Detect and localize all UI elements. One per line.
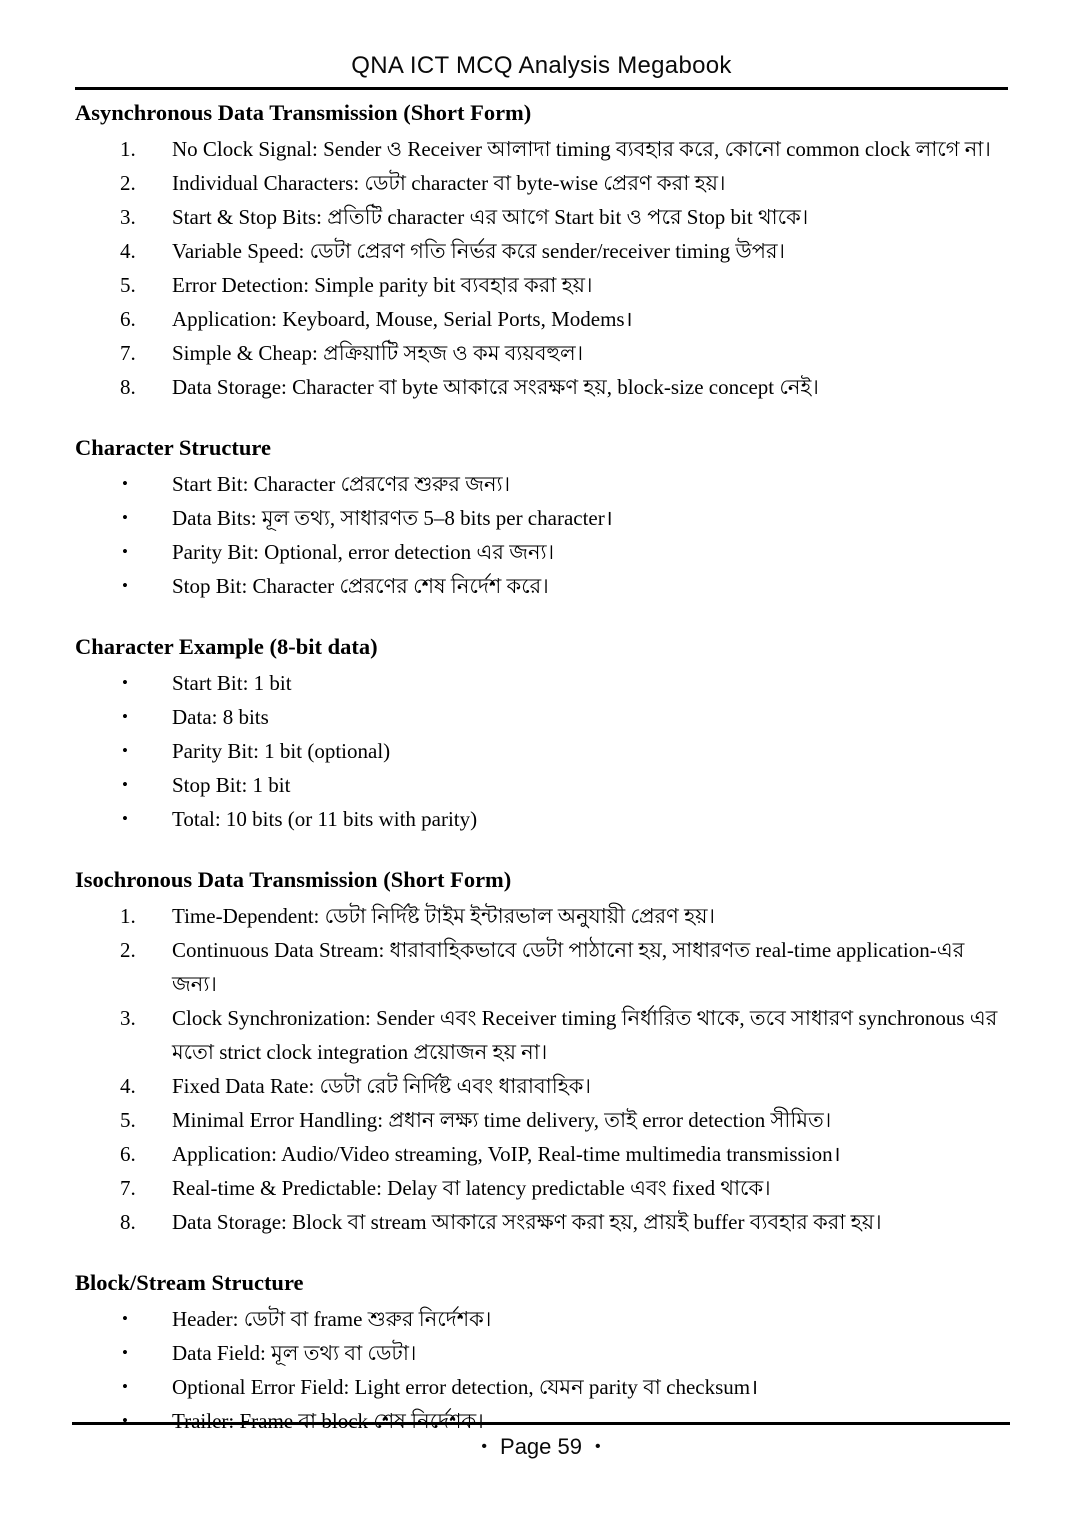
list-item-text: Minimal Error Handling: প্রধান লক্ষ্য time delivery, তাই error detection সীমিত। — [172, 1108, 832, 1132]
list-marker: 4. — [120, 239, 136, 263]
ordered-list — [75, 899, 1008, 1239]
list-item — [75, 1103, 1008, 1137]
bullet-marker: • — [122, 508, 128, 527]
list-item-text: Individual Characters: ডেটা character বা byte-wise প্রেরণ করা হয়। — [172, 171, 726, 195]
list-item-text: Data Storage: Block বা stream আকারে সংরক্ষণ করা হয়, প্রায়ই buffer ব্যবহার করা হয়। — [172, 1210, 882, 1234]
section-isochronous-data-transmission — [75, 866, 1008, 1239]
list-item-text: Parity Bit: Optional, error detection এর জন্য। — [172, 540, 555, 564]
list-item-text: Optional Error Field: Light error detection, যেমন parity বা checksum। — [172, 1375, 759, 1399]
section-heading: Block/Stream Structure — [75, 1270, 304, 1295]
list-item — [75, 268, 1008, 302]
list-item-text: Continuous Data Stream: ধারাবাহিকভাবে ডেটা পাঠানো হয়, সাধারণত real-time application-এর জন্য। — [172, 938, 965, 996]
list-item — [75, 1370, 1008, 1404]
bullet-marker: • — [122, 1309, 128, 1328]
footer-divider — [72, 1422, 1010, 1425]
list-marker: 7. — [120, 1176, 136, 1200]
section-asynchronous-data-transmission — [75, 99, 1008, 404]
list-item — [75, 933, 1008, 1001]
list-item — [75, 234, 1008, 268]
list-marker: 6. — [120, 307, 136, 331]
list-item-text: Fixed Data Rate: ডেটা রেট নির্দিষ্ট এবং ধারাবাহিক। — [172, 1074, 591, 1098]
list-item — [75, 370, 1008, 404]
bulleted-list — [75, 666, 1008, 836]
page-footer — [72, 1422, 1010, 1460]
bulleted-list — [75, 1302, 1008, 1438]
bullet-marker: • — [122, 741, 128, 760]
list-item-text: Start & Stop Bits: প্রতিটি character এর আগে Start bit ও পরে Stop bit থাকে। — [172, 205, 809, 229]
bullet-marker: • — [122, 673, 128, 692]
section-heading: Isochronous Data Transmission (Short Form) — [75, 867, 512, 892]
list-marker: 3. — [120, 205, 136, 229]
list-marker: 2. — [120, 938, 136, 962]
list-marker: 2. — [120, 171, 136, 195]
list-item — [75, 467, 1008, 501]
list-item-text: Start Bit: 1 bit — [172, 671, 292, 695]
list-item — [75, 336, 1008, 370]
list-item-text: Data Bits: মূল তথ্য, সাধারণত 5–8 bits per character। — [172, 506, 613, 530]
list-marker: 3. — [120, 1006, 136, 1030]
list-marker: 7. — [120, 341, 136, 365]
bullet-marker: • — [122, 1411, 128, 1430]
list-item — [75, 302, 1008, 336]
list-marker: 5. — [120, 273, 136, 297]
list-item-text: Stop Bit: 1 bit — [172, 773, 291, 797]
list-item-text: Header: ডেটা বা frame শুরুর নির্দেশক। — [172, 1307, 492, 1331]
bulleted-list — [75, 467, 1008, 603]
list-item-text: Trailer: Frame বা block শেষ নির্দেশক। — [172, 1409, 484, 1433]
ordered-list — [75, 132, 1008, 404]
list-marker: 8. — [120, 1210, 136, 1234]
list-marker: 8. — [120, 375, 136, 399]
bullet-marker: • — [122, 775, 128, 794]
section-block-stream-structure — [75, 1269, 1008, 1438]
list-marker: 4. — [120, 1074, 136, 1098]
list-item-text: Simple & Cheap: প্রক্রিয়াটি সহজ ও কম ব্যয়বহুল। — [172, 341, 584, 365]
list-item-text: Total: 10 bits (or 11 bits with parity) — [172, 807, 478, 831]
list-item-text: Data Field: মূল তথ্য বা ডেটা। — [172, 1341, 417, 1365]
section-character-example — [75, 633, 1008, 836]
list-item — [75, 132, 1008, 166]
list-item-text: Start Bit: Character প্রেরণের শুরুর জন্য। — [172, 472, 511, 496]
list-item-text: Stop Bit: Character প্রেরণের শেষ নির্দেশ করে। — [172, 574, 549, 598]
list-item — [75, 1302, 1008, 1336]
section-heading: Character Structure — [75, 435, 271, 460]
list-item — [75, 1171, 1008, 1205]
list-item — [75, 166, 1008, 200]
list-item — [75, 535, 1008, 569]
list-item — [75, 1205, 1008, 1239]
list-item — [75, 700, 1008, 734]
list-item — [75, 1336, 1008, 1370]
list-item-text: Application: Keyboard, Mouse, Serial Ports, Modems। — [172, 307, 633, 331]
list-item — [75, 200, 1008, 234]
page-number-row — [72, 1434, 1010, 1460]
header-divider — [75, 87, 1008, 90]
section-heading: Character Example (8-bit data) — [75, 634, 378, 659]
bullet-marker: • — [122, 1343, 128, 1362]
bullet-marker: • — [122, 809, 128, 828]
list-item-text: Real-time & Predictable: Delay বা latency predictable এবং fixed থাকে। — [172, 1176, 771, 1200]
list-item — [75, 666, 1008, 700]
bullet-marker: • — [122, 474, 128, 493]
bullet-marker: • — [122, 542, 128, 561]
list-item — [75, 501, 1008, 535]
list-item — [75, 1069, 1008, 1103]
bullet-marker: • — [122, 707, 128, 726]
list-item-text: Application: Audio/Video streaming, VoIP, Real-time multimedia transmission। — [172, 1142, 841, 1166]
list-item — [75, 1137, 1008, 1171]
list-item-text: Variable Speed: ডেটা প্রেরণ গতি নির্ভর করে sender/receiver timing উপর। — [172, 239, 786, 263]
list-item — [75, 734, 1008, 768]
section-character-structure — [75, 434, 1008, 603]
list-item-text: Error Detection: Simple parity bit ব্যবহার করা হয়। — [172, 273, 593, 297]
list-item — [75, 899, 1008, 933]
list-item-text: Data Storage: Character বা byte আকারে সংরক্ষণ হয়, block-size concept নেই। — [172, 375, 819, 399]
section-heading: Asynchronous Data Transmission (Short Form) — [75, 100, 532, 125]
list-item-text: No Clock Signal: Sender ও Receiver আলাদা timing ব্যবহার করে, কোনো common clock লাগে না। — [172, 137, 991, 161]
book-title: QNA ICT MCQ Analysis Megabook — [351, 52, 732, 79]
bullet-marker: • — [122, 576, 128, 595]
page-header — [75, 0, 1008, 90]
list-item — [75, 768, 1008, 802]
list-marker: 1. — [120, 904, 136, 928]
list-item — [75, 1001, 1008, 1069]
page-number: Page 59 — [500, 1434, 582, 1459]
list-item-text: Time-Dependent: ডেটা নির্দিষ্ট টাইম ইন্টারভাল অনুযায়ী প্রেরণ হয়। — [172, 904, 716, 928]
list-item — [75, 802, 1008, 836]
list-item-text: Clock Synchronization: Sender এবং Receiver timing নির্ধারিত থাকে, তবে সাধারণ synchronous এর মতো strict clock integration প্রয়োজন হয় না। — [172, 1006, 998, 1064]
list-marker: 6. — [120, 1142, 136, 1166]
list-marker: 5. — [120, 1108, 136, 1132]
list-marker: 1. — [120, 137, 136, 161]
list-item-text: Data: 8 bits — [172, 705, 269, 729]
footer-right-bullet-icon: • — [594, 1438, 601, 1455]
footer-left-bullet-icon: • — [481, 1438, 488, 1455]
list-item — [75, 569, 1008, 603]
bullet-marker: • — [122, 1377, 128, 1396]
list-item-text: Parity Bit: 1 bit (optional) — [172, 739, 391, 763]
